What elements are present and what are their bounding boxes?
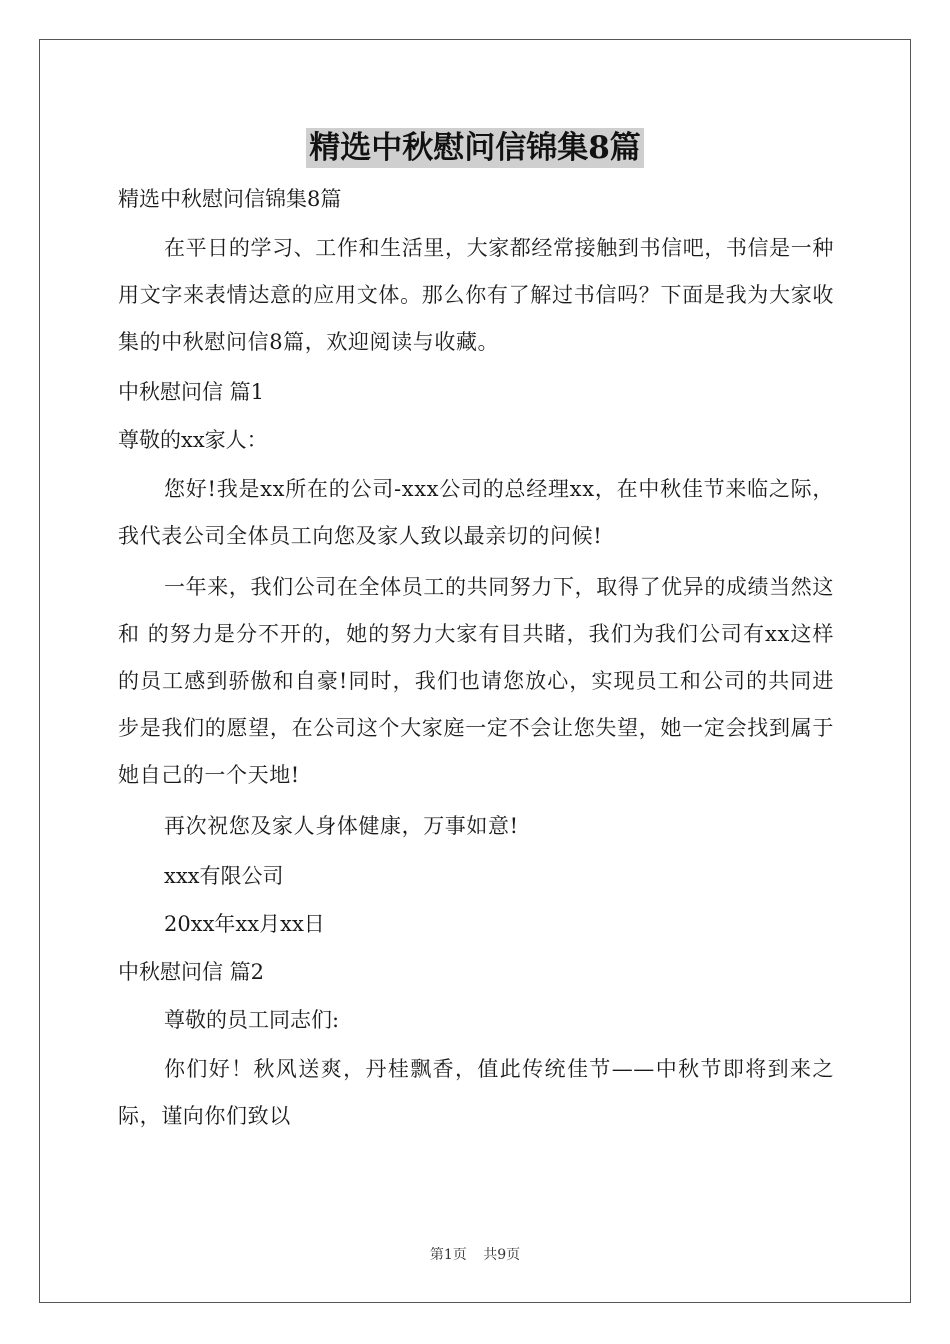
intro-paragraph: 在平日的学习、工作和生活里，大家都经常接触到书信吧，书信是一种用文字来表情达意的应用文体。那么你有了解过书信吗？下面是我为大家收集的中秋慰问信8篇，欢迎阅读与收藏。 <box>118 236 834 354</box>
salutation-1: 尊敬的xx家人： <box>118 428 268 452</box>
document-subtitle: 精选中秋慰问信锦集8篇 <box>118 187 342 211</box>
section-heading-1: 中秋慰问信 篇1 <box>118 380 265 404</box>
section1-paragraph-2: 一年来，我们公司在全体员工的共同努力下，取得了优异的成绩当然这和 的努力是分不开的，她的努力大家有目共睹，我们为我们公司有xx这样的员工感到骄傲和自豪!同时，我们也请您放心，实现员工和公司的共同进步是我们的愿望，在公司这个大家庭一定不会让您失望，她一定会找到属于她自己的一个天地! <box>118 575 834 787</box>
document-title <box>0 128 950 168</box>
page-total: 共9页 <box>483 1247 521 1263</box>
salutation-2: 尊敬的员工同志们: <box>164 1008 340 1032</box>
page-footer <box>0 1244 950 1264</box>
section1-paragraph-1: 您好!我是xx所在的公司-xxx公司的总经理xx，在中秋佳节来临之际，我代表公司全体员工向您及家人致以最亲切的问候! <box>118 477 834 548</box>
page-number: 第1页 <box>429 1247 467 1263</box>
document-title-text: 精选中秋慰问信锦集8篇 <box>306 128 644 168</box>
letter-date: 20xx年xx月xx日 <box>164 912 325 936</box>
section-heading-2: 中秋慰问信 篇2 <box>118 960 265 984</box>
signature: xxx有限公司 <box>164 864 284 888</box>
document-body <box>118 178 834 1140</box>
section2-paragraph-1: 你们好！秋风送爽，丹桂飘香，值此传统佳节——中秋节即将到来之际，谨向你们致以 <box>118 1057 834 1128</box>
section1-paragraph-3: 再次祝您及家人身体健康，万事如意! <box>164 814 519 838</box>
